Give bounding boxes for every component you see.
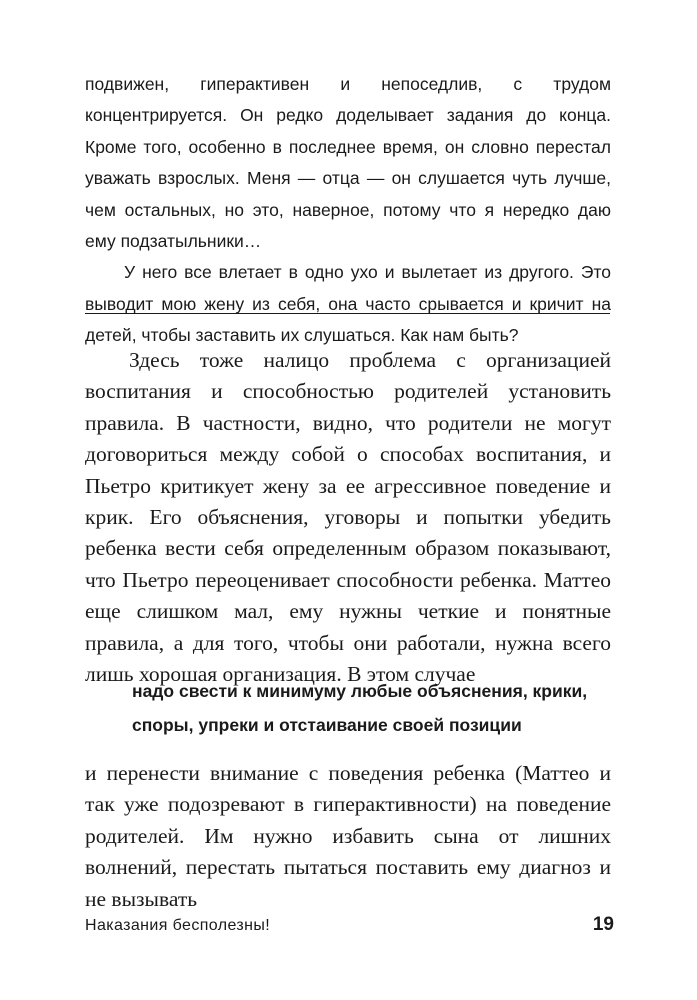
continuation-paragraph: и перенести внимание с поведения ребенка (Маттео и так уже подозревают в гиперактивности) на поведение родителей. Им нужно избавить сына от лишних волнений, перестать пытаться поставить ему диагноз и не вызывать	[85, 761, 611, 911]
section-divider	[85, 313, 610, 314]
letter-paragraph-2: У него все влетает в одно ухо и вылетает из другого. Это выводит мою жену из себя, она часто срывается и кричит на детей, чтобы заставить их слушаться. Как нам быть?	[85, 262, 611, 346]
main-text	[85, 345, 611, 690]
highlight-callout: надо свести к минимуму любые объяснения, крики, споры, упреки и отстаивание своей позиции	[132, 681, 588, 735]
page-number: 19	[592, 914, 614, 935]
running-footer-title: Наказания бесполезны!	[85, 917, 271, 934]
continuation-text	[85, 758, 611, 915]
letter-quote	[85, 69, 611, 352]
letter-paragraph-1: подвижен, гиперактивен и непоседлив, с трудом концентрируется. Он редко доделывает задания до конца. Кроме того, особенно в последнее время, он словно перестал уважать взрослых. Меня — отца — он слушается чуть лучше, чем остальных, но это, наверное, потому что я нередко даю ему подзатыльники…	[85, 74, 611, 252]
main-paragraph-1: Здесь тоже налицо проблема с организацией воспитания и способностью родителей установить правила. В частности, видно, что родители не могут договориться между собой о способах воспитания, и Пьетро критикует жену за ее агрессивное поведение и крик. Его объяснения, уговоры и попытки убедить ребенка вести себя определенным образом показывают, что Пьетро переоценивает способности ребенка. Маттео еще слишком мал, ему нужны четкие и понятные правила, а для того, чтобы они работали, нужна всего лишь хорошая организация. В этом случае	[85, 348, 611, 687]
